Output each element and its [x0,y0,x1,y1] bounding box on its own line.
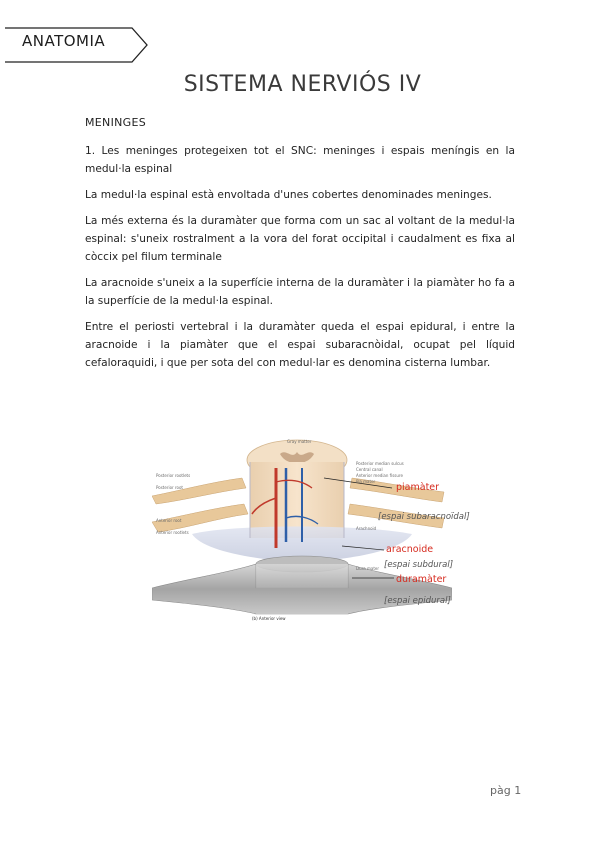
header-tag-label: ANATOMIA [22,32,106,50]
label-posterior-rootlets: Posterior rootlets [156,473,191,478]
label-posterior-root: Posterior root [156,485,183,490]
spinal-cord-meninges-figure [152,438,470,624]
annotation-espai-subaracnoidal: [espai subaracnoïdal] [378,512,470,522]
paragraph: Entre el periosti vertebral i la duramàter queda el espai epidural, i entre la aracnoide i la piamàter que el espai subaracnòidal, ocupat pel líquid cefaloraquidi, i que per sota del con medul·lar es denomina cisterna lumbar. [85,321,515,369]
annotation-espai-subdural: [espai subdural] [384,560,454,570]
label-anterior-root: Anterior root [156,518,182,523]
label-dura-mater: Dura mater [356,566,380,571]
section-heading: MENINGES [85,116,146,129]
paragraph: La més externa és la duramàter que forma com un sac al voltant de la medul·la espinal: s'uneix rostralment a la vora del forat occipital i caudalment es fixa al còccix pel filum terminale [85,215,515,263]
dura-mater-cylinder [256,564,348,614]
document-body [85,114,515,380]
annotation-piamater: piamàter [396,482,440,493]
label-gray-matter: Gray matter [287,439,312,444]
annotation-duramater: duramàter [396,574,447,585]
annotation-aracnoide: aracnoide [386,544,434,555]
paragraph: 1. Les meninges protegeixen tot el SNC: meninges i espais meníngis en la medul·la espinal [85,145,515,175]
annotation-espai-epidural: [espai epidural] [384,596,451,606]
label-pia-mater: Pia mater [356,479,376,484]
label-arachnoid: Arachnoid [356,526,377,531]
label-anterior-median-fissure: Anterior median fissure [356,473,403,478]
figure-caption: (b) Anterior view [252,616,286,621]
label-central-canal: Central canal [356,467,383,472]
paragraph: La medul·la espinal està envoltada d'unes cobertes denominades meninges. [85,189,492,201]
paragraph: La aracnoide s'uneix a la superfície interna de la duramàter i la piamàter ho fa a la superfície de la medul·la espinal. [85,277,515,307]
nerve-root-left-upper [152,478,246,504]
label-posterior-median-sulcus: Posterior median sulcus [356,461,404,466]
label-anterior-rootlets: Anterior rootlets [156,530,189,535]
page-title: SISTEMA NERVIÓS IV [183,72,422,97]
page-number: pàg 1 [490,784,522,797]
